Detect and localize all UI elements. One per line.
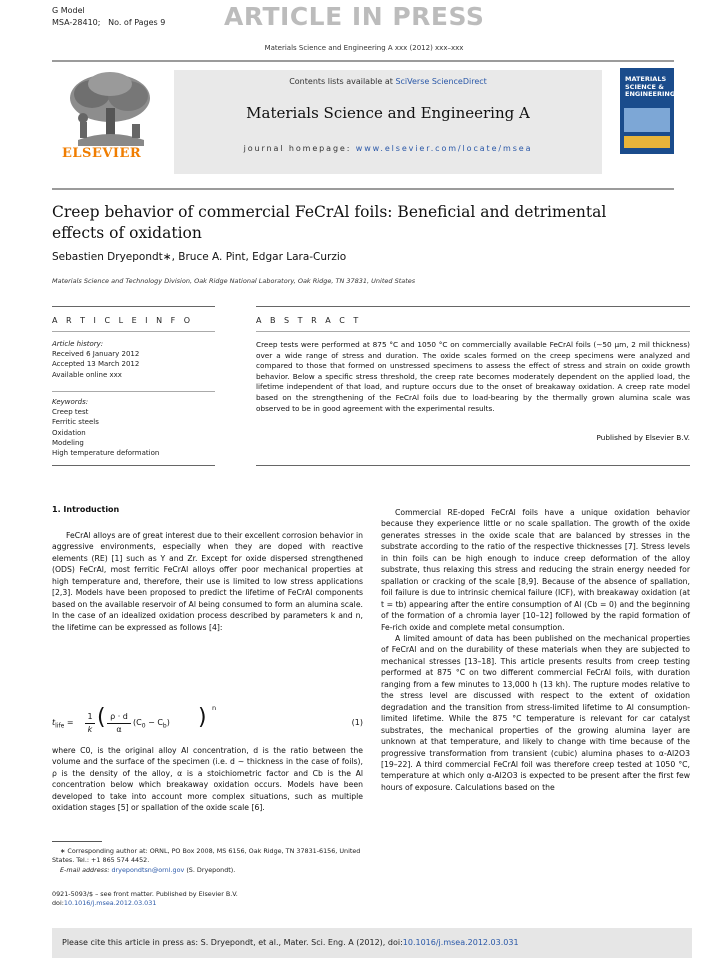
cover-title-line-2: SCIENCE & bbox=[625, 82, 664, 91]
gmodel-label: G Model bbox=[52, 6, 85, 15]
corresponding-star: ∗ bbox=[162, 251, 172, 263]
equation-1 bbox=[52, 704, 363, 740]
elsevier-tree-logo bbox=[58, 68, 162, 148]
eq-t: t bbox=[52, 718, 56, 727]
abstract-sub-rule bbox=[256, 331, 690, 332]
article-info-sub-rule bbox=[52, 331, 215, 332]
page-count: No. of Pages 9 bbox=[108, 18, 166, 27]
elsevier-logo-text: ELSEVIER bbox=[62, 146, 142, 161]
abstract-text: Creep tests were performed at 875 °C and 1050 °C on commercially available FeCrAl foils (∼50 μm, 2 mil thickness) over a wide range of stress and duration. The oxide scales formed on the creep specimens were analyzed and compared to those that formed on unstressed specimens to assess the effect of stress and strain on oxide growth behavior. Below a specific stress threshold, the creep rate becomes moderately dependent on the applied load, the lifetime independent of that load, and rupture occurs due to the onset of breakaway oxidation. A creep rate model based on the strengthening of the FeCrAl foils due to load-bearing by the thermally grown alumina scale was observed to be in good agreement with the experimental results. bbox=[256, 340, 690, 413]
title-line-2: effects of oxidation bbox=[52, 224, 202, 242]
online-date: Available online xxx bbox=[52, 370, 122, 379]
eq-inner-den: α bbox=[107, 723, 131, 736]
cite-doi-link[interactable]: 10.1016/j.msea.2012.03.031 bbox=[402, 938, 519, 947]
cover-title-line-3: ENGINEERING bbox=[625, 90, 676, 98]
eq-frac-num: 1 bbox=[87, 712, 93, 721]
eq-frac-inner bbox=[107, 711, 131, 736]
email-line bbox=[52, 866, 363, 875]
journal-name: Materials Science and Engineering A bbox=[246, 104, 530, 122]
article-info-heading: A R T I C L E I N F O bbox=[52, 316, 194, 325]
eq-t-sub: life bbox=[55, 722, 65, 730]
eq-frac-den bbox=[85, 723, 95, 736]
eq-number: (1) bbox=[351, 718, 363, 727]
corresponding-author: Sebastien Dryepondt bbox=[52, 251, 163, 263]
keyword: Oxidation bbox=[52, 428, 86, 437]
keyword: High temperature deformation bbox=[52, 449, 160, 458]
eq-lhs bbox=[52, 718, 74, 730]
eq-equals: = bbox=[64, 718, 74, 727]
eq-concentrations bbox=[133, 718, 170, 730]
abstract-bottom-rule bbox=[256, 465, 690, 466]
eq-paren-open: ( bbox=[97, 705, 106, 730]
contents-line bbox=[174, 77, 602, 86]
journal-citation: Materials Science and Engineering A xxx (2012) xxx–xxx bbox=[264, 44, 464, 52]
abstract-heading: A B S T R A C T bbox=[256, 316, 362, 325]
intro-paragraph-2: where C0, is the original alloy Al concentration, d is the ratio between the volume and the surface of the specimen (i.e. d ∼ thickness in the case of foils), ρ is the density of the alloy, α is a stoichiometric factor and Cb is the Al concentration below which breakaway oxidation occurs. Models have been developed to take into account more complex situations, such as multiple oxidation stages [5] or spallation of the oxide scale [6]. bbox=[52, 746, 363, 813]
keyword: Creep test bbox=[52, 408, 89, 417]
keywords-block bbox=[52, 397, 215, 458]
email-owner: (S. Dryepondt). bbox=[184, 865, 236, 874]
journal-cover bbox=[620, 68, 674, 154]
abstract-top-rule bbox=[256, 306, 690, 307]
doi-line bbox=[52, 899, 363, 908]
history-label: Article history: bbox=[52, 340, 104, 348]
received-date: Received 6 January 2012 bbox=[52, 350, 140, 359]
cover-title-line-1: MATERIALS bbox=[625, 75, 667, 83]
section-heading-introduction: 1. Introduction bbox=[52, 505, 120, 514]
eq-minus: − C bbox=[145, 718, 163, 727]
cite-this-article-box bbox=[52, 928, 692, 958]
eq-c-close: ) bbox=[166, 718, 170, 727]
cite-prefix: Please cite this article in press as: S. Dryepondt, et al., Mater. Sci. Eng. A (2012), doi: bbox=[62, 938, 403, 947]
left-column-paragraph-1 bbox=[52, 530, 363, 633]
homepage-link[interactable]: www.elsevier.com/locate/msea bbox=[355, 144, 533, 153]
eq-paren-close: ) bbox=[198, 705, 207, 730]
doi-link[interactable]: 10.1016/j.msea.2012.03.031 bbox=[63, 899, 157, 908]
keyword: Modeling bbox=[52, 438, 84, 447]
accepted-date: Accepted 13 March 2012 bbox=[52, 360, 140, 369]
journal-homepage bbox=[174, 144, 602, 153]
homepage-prefix: journal homepage: bbox=[243, 144, 356, 153]
eq-c-open: (C bbox=[133, 718, 142, 727]
left-column-paragraph-2 bbox=[52, 745, 363, 814]
doi-label: doi: bbox=[52, 899, 64, 908]
affiliation: Materials Science and Technology Division, Oak Ridge National Laboratory, Oak Ridge, TN 37831, United States bbox=[52, 277, 416, 285]
tree-icon bbox=[58, 68, 162, 148]
corresponding-address: ∗ Corresponding author at: ORNL, PO Box 2008, MS 6156, Oak Ridge, TN 37831-6156, United States. Tel.: +1 865 574 4452. bbox=[52, 847, 361, 865]
keyword: Ferritic steels bbox=[52, 418, 99, 427]
keywords-rule bbox=[52, 391, 215, 392]
issn-block bbox=[52, 890, 363, 909]
right-paragraph-2: A limited amount of data has been published on the mechanical properties of FeCrAl and on the durability of these materials when they are subjected to mechanical stresses [13–18]. This article presents results from creep testing performed at 875 °C on two different commercial FeCrAl foils, with duration ranging from a few minutes to 13,000 h (13 kh). The rupture modes relative to the stress level are discussed with respect to the extent of oxidation degradation and the transition from stress-limited lifetime to Al consumption-limited lifetime. While the 875 °C temperature is relevant for car catalyst substrates, the mechanical properties of the growing alumina layer are unknown at that temperature, and likely to change with time because of the progressive transformation from transient (cubic) alumina phases to α-Al2O3 [19–22]. A third commercial FeCrAl foil was therefore creep tested at 1050 °C, temperature at which only α-Al2O3 is expected to be present after the first few hours of exposure. Calculations based on the bbox=[381, 633, 690, 792]
article-info-top-rule bbox=[52, 306, 215, 307]
right-column bbox=[381, 507, 690, 793]
abstract-publisher: Published by Elsevier B.V. bbox=[596, 433, 690, 442]
footnote-corresponding bbox=[52, 847, 363, 875]
journal-info-box bbox=[174, 70, 602, 174]
author-list bbox=[52, 251, 346, 263]
article-title bbox=[52, 202, 652, 244]
cover-image bbox=[624, 108, 670, 132]
sciencedirect-link[interactable]: SciVerse ScienceDirect bbox=[395, 77, 487, 86]
article-in-press-banner: ARTICLE IN PRESS bbox=[224, 2, 485, 31]
contents-prefix: Contents lists available at bbox=[289, 77, 396, 86]
issn-line: 0921-5093/$ – see front matter. Published by Elsevier B.V. bbox=[52, 890, 238, 898]
keywords-label: Keywords: bbox=[52, 398, 89, 406]
title-line-1: Creep behavior of commercial FeCrAl foils: Beneficial and detrimental bbox=[52, 203, 607, 221]
manuscript-id bbox=[52, 17, 165, 28]
right-paragraph-1: Commercial RE-doped FeCrAl foils have a unique oxidation behavior because they experience little or no scale spallation. The growth of the oxide generates stresses in the oxide scale that are balanced by stresses in the substrate according to the ratio of the respective thicknesses [7]. Stress levels in thin foils can be high enough to induce creep deformation of the alloy substrate, thus relaxing this stress and reducing the strain energy needed for spallation or cracking of the scale [8,9]. Because of the absence of spallation, foil failure is due to intrinsic chemical failure (ICF), with breakaway oxidation (at t = tb) appearing after the entire consumption of Al (Cb = 0) and the beginning of the formation of a chromia layer [10–12] followed by the rapid formation of Fe-rich oxide and complete metal consumption. bbox=[381, 508, 690, 632]
email-label: E-mail address: bbox=[60, 865, 112, 874]
article-history bbox=[52, 339, 215, 380]
intro-paragraph-1: FeCrAl alloys are of great interest due to their excellent corrosion behavior in aggressive environments, especially when they are doped with reactive elements (RE) [1] such as Y and Zr. Except for oxide dispersed strengthened (ODS) FeCrAl, most ferritic FeCrAl alloys offer poor mechanical properties at high temperature and, therefore, their use is limited to low stress applications [2,3]. Models have been proposed to predict the lifetime of FeCrAl components based on the available reservoir of Al being consumed to form an alumina scale. In the case of an idealized oxidation process described by parameters k and n, the lifetime can be expressed as follows [4]: bbox=[52, 531, 363, 632]
co-authors: , Bruce A. Pint, Edgar Lara-Curzio bbox=[171, 251, 347, 263]
eq-inner-num: ρ · d bbox=[110, 712, 128, 721]
eq-c0-sub: 0 bbox=[141, 722, 146, 730]
cite-text bbox=[62, 938, 519, 947]
msa-code: MSA-28410; bbox=[52, 18, 101, 27]
footnote-rule bbox=[52, 841, 102, 842]
cover-title bbox=[625, 76, 675, 99]
eq-exponent: n bbox=[212, 704, 217, 712]
email-link[interactable]: dryepondtsn@ornl.gov bbox=[111, 865, 185, 874]
eq-k: k bbox=[87, 725, 93, 734]
article-info-bottom-rule bbox=[52, 465, 215, 466]
eq-cb-sub: b bbox=[162, 722, 167, 730]
eq-frac-outer bbox=[85, 711, 95, 736]
cover-strip bbox=[624, 136, 670, 148]
